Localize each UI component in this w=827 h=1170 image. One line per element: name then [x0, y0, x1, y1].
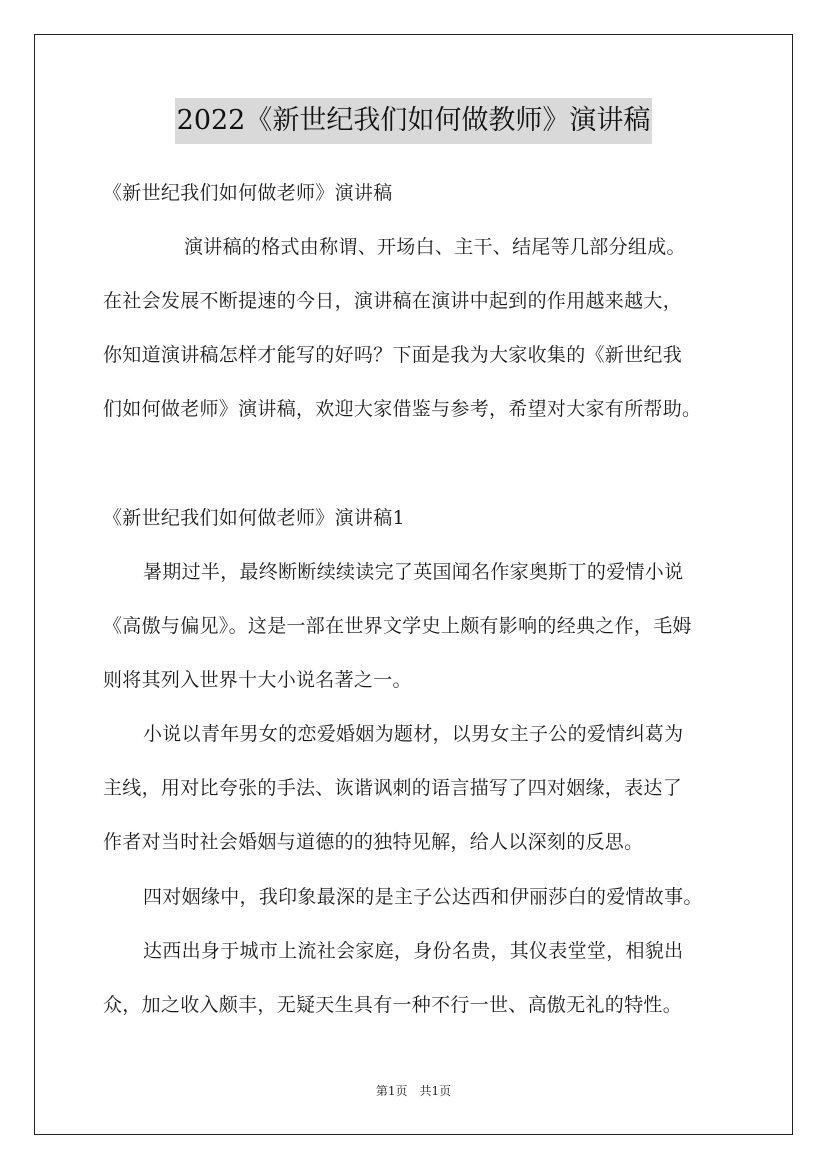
- intro-line: 在社会发展不断提速的今日，演讲稿在演讲中起到的作用越来越大，: [103, 290, 683, 312]
- body-line: 达西出身于城市上流社会家庭，身份名贵，其仪表堂堂，相貌出: [143, 940, 684, 962]
- intro-line: 你知道演讲稿怎样才能写的好吗？下面是我为大家收集的《新世纪我: [103, 344, 683, 366]
- intro-line: 们如何做老师》演讲稿，欢迎大家借鉴与参考，希望对大家有所帮助。: [103, 398, 702, 420]
- title-container: [0, 98, 827, 144]
- subtitle: 《新世纪我们如何做老师》演讲稿: [103, 182, 393, 204]
- body-line: 小说以青年男女的恋爱婚姻为题材，以男女主子公的爱情纠葛为: [143, 723, 684, 745]
- body-line: 《高傲与偏见》。这是一部在世界文学史上颇有影响的经典之作，毛姆: [103, 615, 692, 637]
- body-line: 作者对当时社会婚姻与道德的的独特见解，给人以深刻的反思。: [103, 831, 644, 853]
- section-heading: 《新世纪我们如何做老师》演讲稿1: [103, 507, 405, 529]
- body-line: 则将其列入世界十大小说名著之一。: [103, 669, 412, 691]
- body-line: 暑期过半，最终断断续续读完了英国闻名作家奥斯丁的爱情小说: [143, 561, 684, 583]
- document-title: 2022《新世纪我们如何做教师》演讲稿: [175, 98, 653, 144]
- page-indicator: 第1页 共1页: [375, 1084, 452, 1098]
- body-line: 主线，用对比夸张的手法、诙谐讽刺的语言描写了四对姻缘，表达了: [103, 777, 683, 799]
- body-line: 众，加之收入颇丰，无疑天生具有一种不行一世、高傲无礼的特性。: [103, 994, 683, 1016]
- body-line: 四对姻缘中，我印象最深的是主子公达西和伊丽莎白的爱情故事。: [143, 886, 703, 908]
- intro-line: 演讲稿的格式由称谓、开场白、主干、结尾等几部分组成。: [184, 236, 686, 258]
